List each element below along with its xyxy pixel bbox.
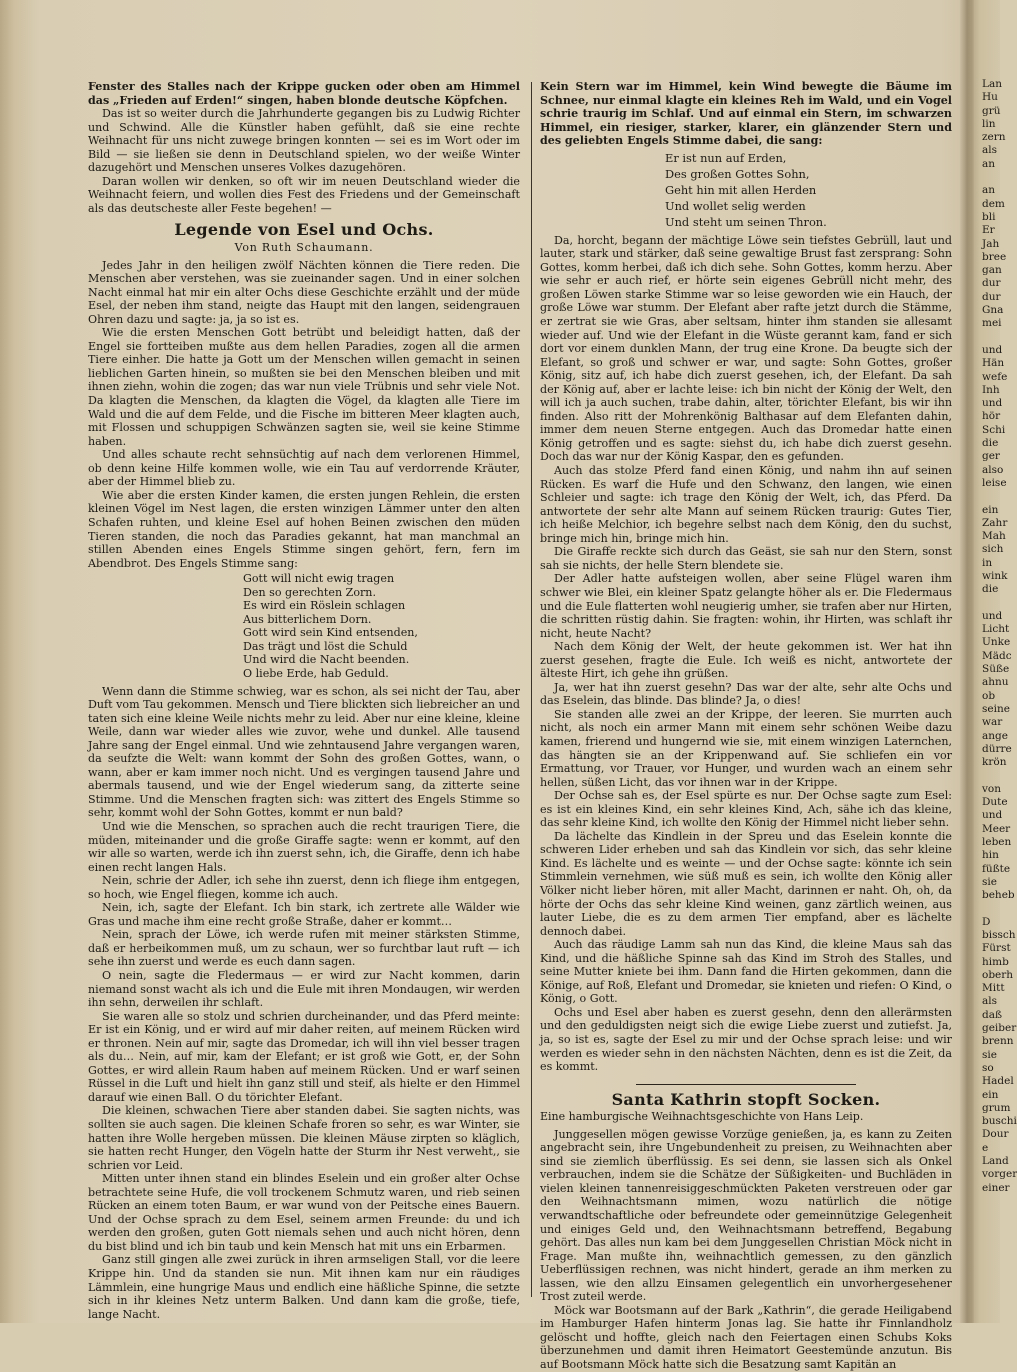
edge-fragment: oberh (982, 968, 1014, 981)
story-paragraph: Und alles schaute recht sehnsüchtig auf nach dem verlorenen Himmel, ob denn keine Hilfe kommen wolle, wie ein Tau auf verdorrende Kräuter, aber der Himmel blieb zu. (88, 448, 520, 489)
story-paragraph: Wie die ersten Menschen Gott betrübt und beleidigt hatten, daß der Engel sie fortteiben mußte aus dem hellen Paradies, zogen all die armen Tiere einher. Die hatte ja Gott um der Menschen willen gemacht in seinen lieblichen Garten hinein, so mußten sie bei den Menschen bleiben und mit ihnen ziehn, wohin die zogen; das war nun viele Trübnis und sehr viele Not. Da klagten die Menschen, da klagten die Vögel, da klagten alle Tiere im Wald und die auf dem Felde, und die Fische im bitteren Meer klagten auch, mit Flossen und schuppigen Schwänzen sagten sie, weil sie keine Stimme haben. (88, 326, 520, 448)
edge-fragment: Licht (982, 623, 1010, 636)
edge-fragment: ahnu (982, 676, 1009, 689)
edge-fragment: Schi (982, 423, 1006, 436)
verse-line: Das trägt und löst die Schuld (243, 639, 408, 653)
story-paragraph: Der Ochse sah es, der Esel spürte es nur. Der Ochse sagte zum Esel: es ist ein kleines Kind, ein sehr kleines Kind, Ach, sähe ich das kleine, das sehr kleine Kind, ich wollte den König der Himmel nicht lieber sehn. (540, 789, 952, 830)
edge-fragment: wink (982, 569, 1008, 582)
verse-line: Und steht um seinen Thron. (665, 214, 827, 229)
story-paragraph: Sie standen alle zwei an der Krippe, der leeren. Sie murrten auch nicht, als noch ein armer Mann mit einem sehr schönen Weibe dazu kamen, frierend und hungernd wie sie, mit einem winzigen Laternchen, das hängten sie an der Krippenwand auf. Sie schliefen ein vor Ermattung, vor Trauer, vor Hunger, und wurden wach an einem sehr hellen, süßen Licht, das vor ihnen war in der Krippe. (540, 707, 952, 789)
edge-fragment: Inh (982, 383, 1000, 396)
edge-fragment: Dour (982, 1128, 1009, 1141)
story-paragraph: Nein, ich, sagte der Elefant. Ich bin stark, ich zertrete alle Wälder wie Gras und mache ihm eine recht große Straße, daher er kommt… (88, 901, 520, 928)
edge-fragment: krön (982, 756, 1007, 769)
edge-fragment: hin (982, 849, 999, 862)
verse-line: Gott wird sein Kind entsenden, (243, 626, 418, 640)
edge-fragment: Meer (982, 822, 1011, 835)
left-column (88, 80, 520, 1321)
edge-fragment: als (982, 995, 998, 1008)
verse-line: Aus bitterlichem Dorn. (243, 612, 372, 626)
story-paragraph: Kein Stern war im Himmel, kein Wind bewegte die Bäume im Schnee, nur einmal klagte ein kleines Reh im Wald, und ein Vogel schrie traurig im Schlaf. Und auf einmal ein Stern, im schwarzen Himmel, ein riesiger, starker, klarer, ein glänzender Stern und des geliebten Engels Stimme dabei, die sang: (540, 80, 952, 148)
edge-fragment: daß (982, 1008, 1002, 1021)
edge-fragment: dur (982, 277, 1001, 290)
edge-fragment: an (982, 184, 996, 197)
edge-fragment: mei (982, 317, 1002, 330)
story1-title: Legende von Esel und Ochs. (174, 220, 434, 240)
story-paragraph: Jedes Jahr in den heiligen zwölf Nächten können die Tiere reden. Die Menschen aber verstehen, was sie zueinander sagen. Und in einer solchen Nacht einmal hat mir ein alter Ochs diese Geschichte erzählt und der müde Esel, der neben ihm stand, neigte das Haupt mit den langen, seidengrauen Ohren dazu und sagte: ja, ja so ist es. (88, 258, 520, 326)
edge-fragment: Süße (982, 663, 1010, 676)
edge-fragment: Hän (982, 357, 1005, 370)
edge-fragment: dürre (982, 742, 1012, 755)
edge-fragment: in (982, 556, 993, 569)
verse-line: Geht hin mit allen Herden (665, 182, 817, 197)
story-paragraph: Nach dem König der Welt, der heute gekommen ist. Wer hat ihn zuerst gesehen, fragte die Eule. Ich weiß es nicht, antwortete der älteste Hirt, ich gehe ihn grüßen. (540, 640, 952, 681)
story-paragraph: Die kleinen, schwachen Tiere aber standen dabei. Sie sagten nichts, was sollten sie auch sagen. Die kleinen Schafe froren so sehr, es war Winter, sie hatten ihre Wolle hergeben müssen. Die kleinen Mäuse zirpten so kläglich, sie hatten recht Hunger, den Vögeln hatte der Sturm ihr Nest verweht,, sie schrien vor Leid. (88, 1104, 520, 1172)
verse-line: Und wird die Nacht beenden. (243, 653, 410, 667)
story-paragraph: Und wie die Menschen, so sprachen auch die recht traurigen Tiere, die müden, miteinander und die große Giraffe sagte: wenn er kommt, auf den wir alle so warten, werde ich ihn zuerst sehn, ich, die Giraffe, denn ich habe einen recht langen Hals. (88, 819, 520, 874)
edge-fragment: die (982, 583, 999, 596)
story-paragraph: Nein, sprach der Löwe, ich werde rufen mit meiner stärksten Stimme, daß er herbeikommen muß, um zu schaun, wer so furchtbar laut ruft — ich sehe ihn zuerst und werde es euch dann sagen. (88, 928, 520, 969)
edge-fragment: Unke (982, 636, 1011, 649)
edge-fragment: dur (982, 290, 1001, 303)
edge-fragment: seine (982, 702, 1010, 715)
verse-line: Den so gerechten Zorn. (243, 585, 376, 599)
right-column (540, 80, 952, 1372)
story-paragraph: Junggesellen mögen gewisse Vorzüge genießen, ja, es kann zu Zeiten angebracht sein, ihre Ungebundenheit zu preisen, zu Weihnachten aber sind sie ziemlich überflüssig. Es sei denn, sie lassen sich als Onkel verbrauchen, indem sie die Schätze der Süßigkeiten- und Buchläden in vielen kleinen tannenreisiggeschmückten Paketen verstreuen oder gar den Weihnachtsmann mimen, wozu natürlich die nötige verwandtschaftliche oder befreundete oder gemeinnützige Gelegenheit und einiges Geld und, den Weihnachtsmann betreffend, Begabung gehört. Das alles nun kam bei dem Junggesellen Christian Möck nicht in Frage. Man mußte ihn, weihnachtlich gemessen, zu den gänzlich Ueberflüssigen rechnen, was nicht hindert, gerade an ihm merken zu lassen, wie den allzu Einsamen gelegentlich ein unvorhergesehener Trost zuteil werde. (540, 1127, 952, 1304)
edge-fragment: war (982, 716, 1003, 729)
edge-fragment (982, 331, 1000, 344)
edge-fragment: von (982, 782, 1002, 795)
edge-fragment: beheb (982, 889, 1015, 902)
edge-fragment: e (982, 1141, 989, 1154)
story-paragraph: Auch das stolze Pferd fand einen König, und nahm ihn auf seinen Rücken. Es warf die Hufe und den Schwanz, den langen, wie einen Schleier und sagte: ich trage den König der Welt, ich, das Pferd. Da antwortete der sehr alte Mann auf seinem Rücken traurig: Gutes Tier, ich heiße Melchior, ich begehre selbst nach dem König, den du suchst, bringe mich hin, bringe mich hin. (540, 464, 952, 545)
verse-line: O liebe Erde, hab Geduld. (243, 666, 389, 680)
edge-fragment: einer (982, 1181, 1010, 1194)
intro-paragraph: Daran wollen wir denken, so oft wir im neuen Deutschland wieder die Weihnacht feiern, und wollen dies Fest des Friedens und der Gemeinschaft als das deutscheste aller Feste begehen! — (88, 174, 520, 215)
edge-fragment: als (982, 144, 998, 157)
edge-fragment: bree (982, 250, 1007, 263)
edge-fragment: und (982, 343, 1003, 356)
intro-paragraph: Fenster des Stalles nach der Krippe gucken oder oben am Himmel das „Frieden auf Erden!“ singen, haben blonde deutsche Köpfchen. (88, 80, 520, 107)
edge-fragment: und (982, 609, 1003, 622)
edge-fragment: die (982, 437, 999, 450)
story-paragraph: Die Giraffe reckte sich durch das Geäst, sie sah nur den Stern, sonst sah sie nichts, der helle Stern blendete sie. (540, 545, 952, 572)
edge-fragment: dem (982, 197, 1005, 210)
verse-line: Des großen Gottes Sohn, (665, 166, 810, 181)
edge-fragment: Jah (982, 237, 1000, 250)
edge-fragment: Hu (982, 91, 998, 104)
page-fold-shadow (960, 0, 974, 1323)
story-paragraph: Auch das räudige Lamm sah nun das Kind, die kleine Maus sah das Kind, und die häßliche Spinne sah das Kind im Stroh des Stalles, und seine Mutter kniete bei ihm. Dann fand die Hirten gekommen, dann die Könige, auf Roß, Elefant und Dromedar, sie knieten und riefen: O Kind, o König, o Gott. (540, 938, 952, 1006)
edge-fragment: Land (982, 1155, 1009, 1168)
story-paragraph: Möck war Bootsmann auf der Bark „Kathrin“, die gerade Heiligabend im Hamburger Hafen hinterm Jonas lag. Sie hatte ihr Finnlandholz gelöscht und hoffte, gleich nach den Feiertagen einen Schubs Koks überzunehmen und damit ihren Heimatort Geestemünde anzutun. Bis auf Bootsmann Möck hatte sich die Besatzung samt Kapitän an (540, 1303, 952, 1372)
edge-fragment: Er (982, 224, 995, 237)
edge-fragment: vorger (982, 1168, 1017, 1181)
edge-fragment: wefe (982, 370, 1008, 383)
verse-line: Er ist nun auf Erden, (665, 150, 787, 165)
edge-fragment: Mitt (982, 982, 1005, 995)
edge-fragment: buschi (982, 1115, 1017, 1128)
edge-fragment: füßte (982, 862, 1011, 875)
edge-fragment: Zahr (982, 516, 1008, 529)
story2-byline: Eine hamburgische Weihnachtsgeschichte von Hans Leip. (540, 1110, 864, 1124)
story-paragraph: Ochs und Esel aber haben es zuerst gesehn, denn den allerärmsten und den geduldigsten neigt sich die ewige Liebe zuerst und zutiefst. Ja, ja, so ist es, sagte der Esel zu mir und der Ochse sprach leise: und wir werden es wieder sehn in den nächsten Nächten, denn es ist die Zeit, da es kommt. (540, 1005, 952, 1074)
edge-fragment: zern (982, 131, 1006, 144)
edge-fragment: grum (982, 1101, 1011, 1114)
intro-section (88, 80, 520, 215)
edge-fragment: bli (982, 210, 996, 223)
edge-fragment: Hadel (982, 1075, 1014, 1088)
edge-fragment: sie (982, 1048, 997, 1061)
star-verse (665, 150, 952, 230)
edge-fragment: Mädc (982, 649, 1012, 662)
edge-fragment: Mah (982, 530, 1006, 543)
story-paragraph: Sie waren alle so stolz und schrien durcheinander, und das Pferd meinte: Er ist ein König, und er wird auf mir daher reiten, auf meinem Rücken wird er thronen. Nein auf mir, sagte das Dromedar, ich will ihn viel besser tragen als du… Nein, auf mir, kam der Elefant; er ist groß wie Gott, er, der Sohn Gottes, er wird allein Raum haben auf meinem Rücken. Und er warf seinen Rüssel in die Luft und hielt ihn ganz still und steif, als hielte er den Himmel darauf wie einen Ball. O du törichter Elefant. (88, 1009, 520, 1104)
edge-fragment: und (982, 397, 1003, 410)
intro-paragraph: Das ist so weiter durch die Jahrhunderte gegangen bis zu Ludwig Richter und Schwind. Alle die Künstler haben gefühlt, daß sie eine rechte Weihnacht für uns nicht zuwege bringen konnten — sei es im Wort oder im Bild — sie ließen sie denn in Deutschland spielen, wo der weiße Winter dazugehört und Menschen unseres Volkes dazugehören. (88, 107, 520, 175)
edge-fragment: lin (982, 117, 996, 130)
story-paragraph: Nein, schrie der Adler, ich sehe ihn zuerst, denn ich fliege ihm entgegen, so hoch, wie Engel fliegen, komme ich auch. (88, 874, 520, 901)
story-paragraph: Mitten unter ihnen stand ein blindes Eselein und ein großer alter Ochse betrachtete seine Hufe, die voll trockenem Schmutz waren, und rieb seinen Rücken an einem toten Baum, er war wund von der Peitsche eines Bauern. Und der Ochse sprach zu dem Esel, seinem armen Freunde: du und ich werden den großen, guten Gott niemals sehen und auch nicht hören, denn du bist blind und ich bin taub und kein Mensch hat mit uns ein Erbarmen. (88, 1172, 520, 1253)
edge-fragment: geiber (982, 1022, 1017, 1035)
story-paragraph: Da, horcht, begann der mächtige Löwe sein tiefstes Gebrüll, laut und lauter, stark und stärker, daß seine gewaltige Brust fast zersprang: Sohn Gottes, komm herbei, daß ich dich sehe. Sohn Gottes, komm herzu. Aber wie sehr er auch rief, er hörte sein eigenes Gebrüll nicht mehr, des großen Löwen starke Stimme war so leise geworden wie ein Hauch, der große Löwe war stumm. Der Elefant aber rafte jetzt durch die Stämme, er zertrat sie wie Gras, aber seltsam, hinter ihm standen sie allesamt wieder auf. Und wie der Elefant in die Wüste gerannt kam, fand er sich dort vor einem dunklen Mann, der trug eine Krone. Da beugte sich der Elefant, so groß und schwer er war, und sagte: Sohn Gottes, großer König, sitz auf, ich habe dich zuerst gesehen, ich, der Elefant. Da sah der König auf, aber er lachte leise: ich bin nicht der König der Welt, den will ich ja auch suchen, trabe dahin, alter, törichter Elefant, bis wir ihn finden. Also ritt der Mohrenkönig Balthasar auf dem Elefanten dahin, immer dem neuen Sterne entgegen. Auch das Dromedar hatte einen König getroffen und es sagte: siehst du, ich habe dich zuerst gesehn. Doch das war nur der König Kaspar, den es gefunden. (540, 233, 952, 464)
story1-byline: Von Ruth Schaumann. (234, 241, 374, 255)
edge-fragment: gan (982, 264, 1002, 277)
edge-fragment: leise (982, 476, 1007, 489)
section-divider (636, 1084, 856, 1085)
edge-fragment: ein (982, 1088, 999, 1101)
story-paragraph: Der Adler hatte aufsteigen wollen, aber seine Flügel waren ihm schwer wie Blei, ein kleiner Spatz gelangte höher als er. Die Fledermaus und die Eule flatterten wohl neugierig umher, sie trafen aber nur Hirten, die schritten rüstig dahin. Sie fragten: wohin, ihr Hirten, was schlaft ihr nicht, heute Nacht? (540, 572, 952, 640)
edge-fragment: brenn (982, 1035, 1014, 1048)
verse-line: Und wollet selig werden (665, 198, 806, 213)
story-paragraph: Wenn dann die Stimme schwieg, war es schon, als sei nicht der Tau, aber Duft vom Tau gekommen. Mensch und Tiere blickten sich liebreicher an und taten sich eine kleine Weile nichts mehr zu leid. Aber nur eine kleine, kleine Weile, dann war wieder alles wie zuvor, wehe und dunkel. Alle tausend Jahre sang der Engel einmal. Und wie zehntausend Jahre vergangen waren, da seufzte die Welt: wann kommt der Sohn des großen Gottes, wann, o wann, aber er kam immer noch nicht. Und es vergingen tausend Jahre und abermals tausend, und wie der Engel wiederum sang, da zitterte seine Stimme. Und die Menschen fragten sich: was zittert des Engels Stimme so sehr, kommt wohl der Sohn Gottes, kommt er nun bald? (88, 684, 520, 820)
edge-fragment: bissch (982, 929, 1016, 941)
edge-fragment: sie (982, 875, 997, 888)
edge-fragment: Lan (982, 78, 1002, 90)
edge-fragment: hör (982, 410, 1001, 423)
edge-fragment: himb (982, 955, 1009, 968)
edge-fragment: und (982, 809, 1003, 822)
story2-title: Santa Kathrin stopft Socken. (611, 1089, 881, 1109)
column-divider (531, 82, 532, 1297)
edge-fragment (982, 597, 1000, 610)
edge-fragment: ange (982, 729, 1008, 742)
story-paragraph: O nein, sagte die Fledermaus — er wird zur Nacht kommen, darin niemand sonst wacht als ich und die Eule mit ihren Mondaugen, wir werden ihn sehn, derweilen ihr schlaft. (88, 969, 520, 1010)
verse-line: Es wird ein Röslein schlagen (243, 599, 406, 613)
edge-fragment: Gna (982, 304, 1004, 317)
next-page-edge (982, 78, 1017, 1195)
angel-verse (243, 572, 520, 680)
edge-fragment: ger (982, 450, 1000, 463)
edge-fragment (982, 902, 1000, 915)
verse-line: Gott will nicht ewig tragen (243, 572, 395, 586)
edge-fragment: Fürst (982, 942, 1011, 955)
edge-fragment: so (982, 1061, 994, 1074)
edge-fragment: Dute (982, 796, 1008, 809)
edge-fragment: ob (982, 689, 996, 702)
story-paragraph: Wie aber die ersten Kinder kamen, die ersten jungen Rehlein, die ersten kleinen Vögel im Nest lagen, die ersten winzigen Lämmer unter den alten Schafen ruhten, und kleine Esel auf hohen Beinen zwischen den müden Tieren standen, die noch das Paradies gekannt, hat man manchmal an stillen Abenden eines Engels Stimme singen gehört, fern, fern im Abendbrot. Des Engels Stimme sang: (88, 488, 520, 570)
story-paragraph: Ganz still gingen alle zwei zurück in ihren armseligen Stall, vor die leere Krippe hin. Und da standen sie nun. Mit ihnen kam nur ein räudiges Lämmlein, eine hungrige Maus und endlich eine häßliche Spinne, die setzte sich in ihr kleines Netz unterm Balken. Und dann kam die große, tiefe, lange Nacht. (88, 1253, 520, 1321)
edge-fragment: leben (982, 835, 1012, 848)
edge-fragment (982, 171, 1000, 184)
edge-fragment: D (982, 915, 991, 928)
edge-fragment: also (982, 463, 1004, 476)
story-paragraph: Ja, wer hat ihn zuerst gesehn? Das war der alte, sehr alte Ochs und das Eselein, das blinde. Das blinde? Ja, o dies! (540, 680, 952, 708)
edge-fragment: an (982, 157, 996, 170)
edge-fragment: ein (982, 503, 999, 516)
edge-fragment: grü (982, 104, 1001, 117)
edge-fragment (982, 769, 1000, 782)
edge-fragment (982, 490, 1000, 503)
edge-fragment: sich (982, 543, 1004, 556)
story-paragraph: Da lächelte das Kindlein in der Spreu und das Eselein konnte die schweren Lider erheben und sah das Kindlein vor sich, das sehr kleine Kind. Es lächelte und es weinte — und der Ochse sagte: könnte ich sein Stimmlein vernehmen, wie süß muß es sein, ich wollte den König aller Völker nicht lieber hören, mit aller Macht, darinnen er naht. Oh, oh, da hörte der Ochs das sehr kleine Kind weinen, ganz zärtlich weinen, aus lauter Liebe, die es zu dem armen Tier empfand, aber es lächelte dennoch dabei. (540, 829, 952, 938)
